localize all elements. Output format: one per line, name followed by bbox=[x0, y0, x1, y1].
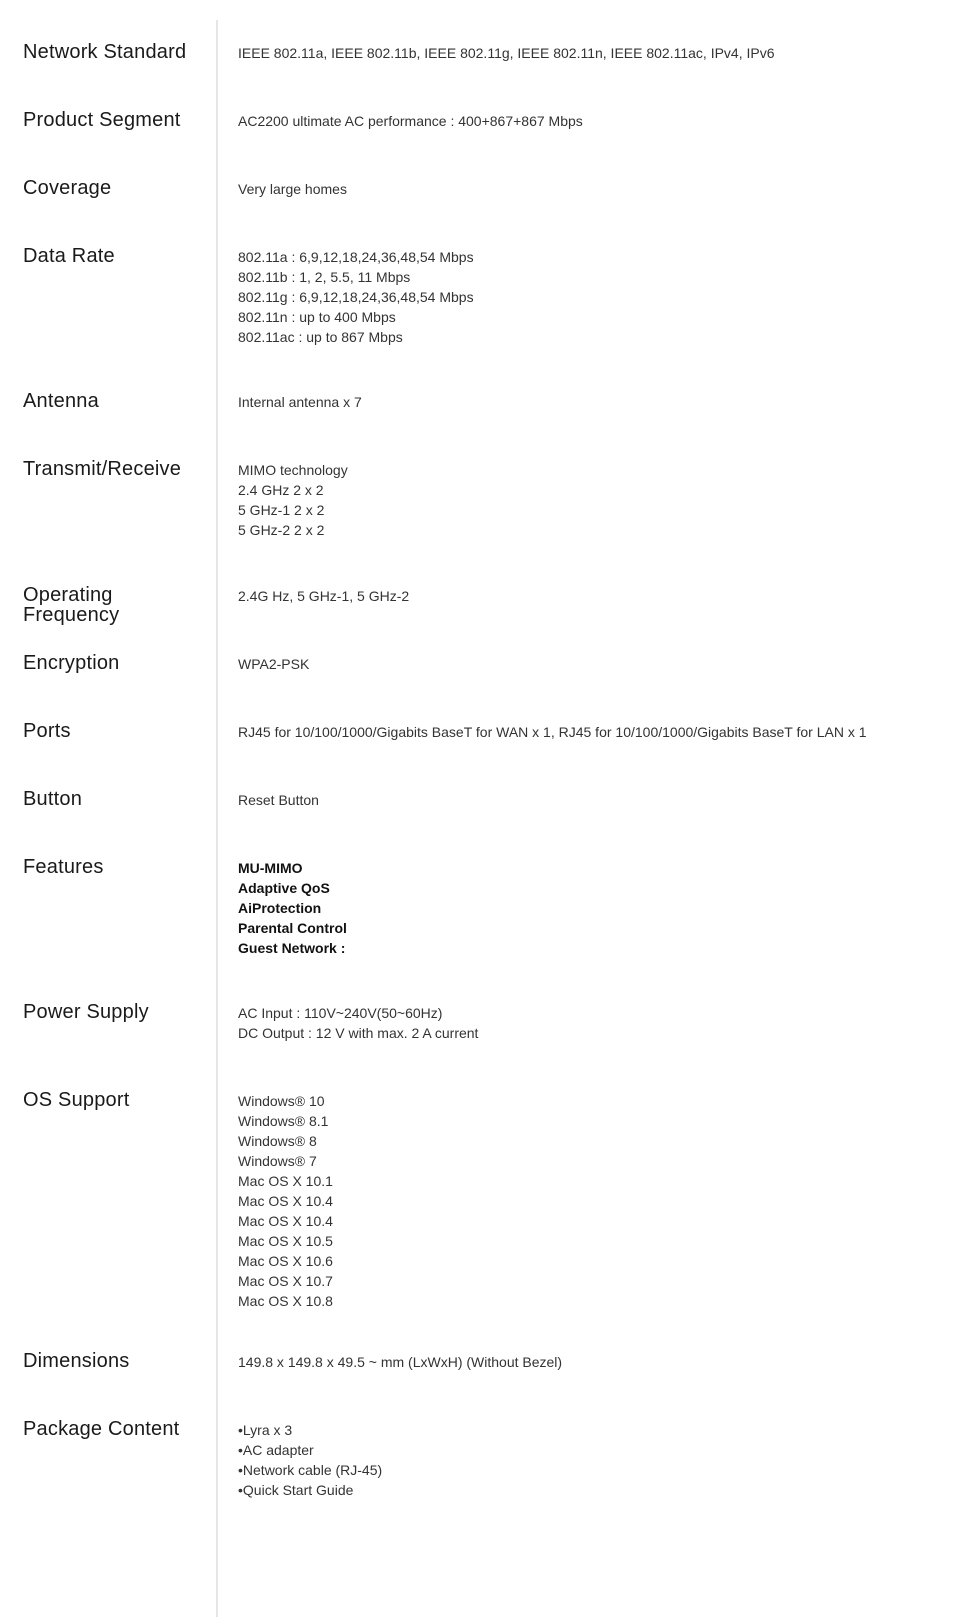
spec-value-line: DC Output : 12 V with max. 2 A current bbox=[238, 1025, 479, 1041]
spec-value-line: Mac OS X 10.8 bbox=[238, 1293, 333, 1309]
spec-value-line: 5 GHz-2 2 x 2 bbox=[238, 522, 325, 538]
spec-value bbox=[238, 111, 938, 131]
spec-value-line: Internal antenna x 7 bbox=[238, 394, 362, 410]
spec-value-line: •Network cable (RJ-45) bbox=[238, 1462, 383, 1478]
spec-value-line: Parental Control bbox=[238, 920, 347, 936]
spec-label: OS Support bbox=[23, 1089, 130, 1111]
spec-value-line: MIMO technology bbox=[238, 462, 348, 478]
spec-value-line: IEEE 802.11a, IEEE 802.11b, IEEE 802.11g, IEEE 802.11n, IEEE 802.11ac, IPv4, IPv6 bbox=[238, 45, 775, 61]
spec-value-line: AC2200 ultimate AC performance : 400+867+867 Mbps bbox=[238, 113, 583, 129]
spec-value-line: Reset Button bbox=[238, 792, 319, 808]
spec-value bbox=[238, 1420, 938, 1500]
spec-label: Power Supply bbox=[23, 1001, 149, 1023]
spec-label: Features bbox=[23, 856, 104, 878]
spec-label: Ports bbox=[23, 720, 71, 742]
spec-value-line: Mac OS X 10.4 bbox=[238, 1193, 333, 1209]
spec-value-line: 149.8 x 149.8 x 49.5 ~ mm (LxWxH) (Without Bezel) bbox=[238, 1354, 563, 1370]
spec-value-line: MU-MIMO bbox=[238, 860, 303, 876]
spec-value-line: 802.11a : 6,9,12,18,24,36,48,54 Mbps bbox=[238, 249, 474, 265]
spec-label-line: Frequency bbox=[23, 604, 120, 626]
spec-label: Product Segment bbox=[23, 109, 181, 131]
spec-value-line: AiProtection bbox=[238, 900, 322, 916]
spec-value bbox=[238, 586, 938, 606]
spec-value-line: Windows® 7 bbox=[238, 1153, 317, 1169]
spec-label: Dimensions bbox=[23, 1350, 130, 1372]
spec-label: Antenna bbox=[23, 390, 99, 412]
spec-label: Transmit/Receive bbox=[23, 458, 182, 480]
spec-value-line: AC Input : 110V~240V(50~60Hz) bbox=[238, 1005, 443, 1021]
spec-value bbox=[238, 179, 938, 199]
spec-label-line: Operating bbox=[23, 584, 113, 606]
spec-value bbox=[238, 1352, 938, 1372]
spec-value bbox=[238, 722, 938, 742]
spec-value bbox=[238, 43, 938, 63]
spec-value-line: WPA2-PSK bbox=[238, 656, 310, 672]
spec-value-line: 802.11ac : up to 867 Mbps bbox=[238, 329, 403, 345]
spec-label bbox=[23, 585, 208, 625]
spec-value-line: 802.11n : up to 400 Mbps bbox=[238, 309, 396, 325]
spec-label: Button bbox=[23, 788, 83, 810]
spec-value-line: 2.4 GHz 2 x 2 bbox=[238, 482, 324, 498]
spec-label: Encryption bbox=[23, 652, 120, 674]
spec-value bbox=[238, 1091, 938, 1311]
spec-value-line: Mac OS X 10.4 bbox=[238, 1213, 333, 1229]
spec-value-line: Windows® 8.1 bbox=[238, 1113, 329, 1129]
spec-value bbox=[238, 654, 938, 674]
spec-value bbox=[238, 858, 938, 958]
spec-value-line: Mac OS X 10.7 bbox=[238, 1273, 333, 1289]
spec-value-line: •AC adapter bbox=[238, 1442, 314, 1458]
spec-label: Package Content bbox=[23, 1418, 180, 1440]
spec-value-line: Windows® 8 bbox=[238, 1133, 317, 1149]
spec-value-line: 802.11g : 6,9,12,18,24,36,48,54 Mbps bbox=[238, 289, 474, 305]
spec-value-line: 2.4G Hz, 5 GHz-1, 5 GHz-2 bbox=[238, 588, 410, 604]
spec-value-line: Mac OS X 10.6 bbox=[238, 1253, 333, 1269]
spec-value-line: Windows® 10 bbox=[238, 1093, 325, 1109]
spec-value bbox=[238, 392, 938, 412]
spec-value bbox=[238, 790, 938, 810]
spec-value-line: Guest Network : bbox=[238, 940, 346, 956]
spec-value-line: •Lyra x 3 bbox=[238, 1422, 293, 1438]
spec-value-line: •Quick Start Guide bbox=[238, 1482, 354, 1498]
spec-value-line: Adaptive QoS bbox=[238, 880, 330, 896]
spec-label: Network Standard bbox=[23, 41, 187, 63]
spec-label: Coverage bbox=[23, 177, 112, 199]
column-divider bbox=[216, 20, 218, 1617]
spec-value bbox=[238, 1003, 938, 1043]
spec-label: Data Rate bbox=[23, 245, 115, 267]
spec-value-line: RJ45 for 10/100/1000/Gigabits BaseT for WAN x 1, RJ45 for 10/100/1000/Gigabits BaseT for LAN x 1 bbox=[238, 724, 867, 740]
spec-value bbox=[238, 460, 938, 540]
spec-value-line: Mac OS X 10.5 bbox=[238, 1233, 333, 1249]
spec-value-line: Very large homes bbox=[238, 181, 347, 197]
spec-value-line: 5 GHz-1 2 x 2 bbox=[238, 502, 325, 518]
spec-value bbox=[238, 247, 938, 347]
spec-value-line: 802.11b : 1, 2, 5.5, 11 Mbps bbox=[238, 269, 411, 285]
spec-value-line: Mac OS X 10.1 bbox=[238, 1173, 333, 1189]
